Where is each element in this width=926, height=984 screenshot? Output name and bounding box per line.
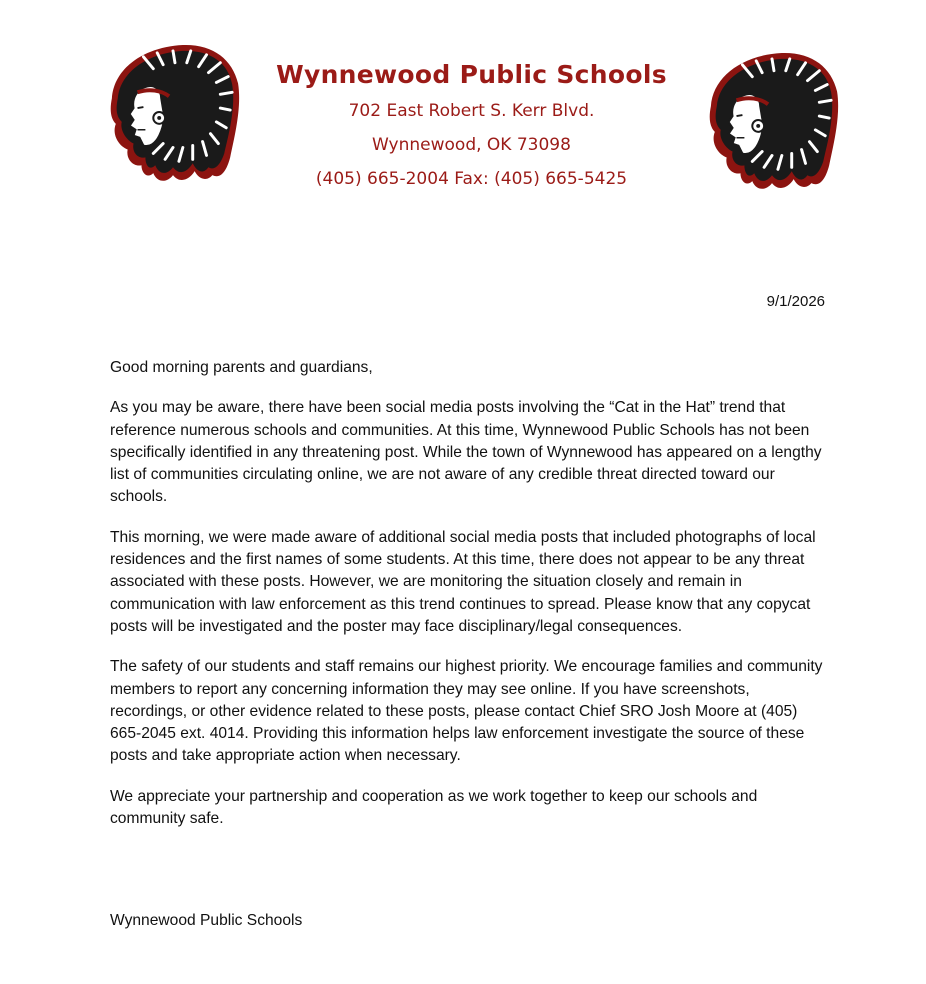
chief-headdress-logo-icon — [703, 46, 841, 196]
chief-headdress-logo-icon — [104, 38, 242, 188]
address-city: Wynnewood, OK 73098 — [372, 135, 571, 155]
letter-paragraph: This morning, we were made aware of additional social media posts that included photographs of local residences and the first names of some students. At this time, there does not appear to be any threat associated with these posts. However, we are monitoring the situation closely and remain in communication with law enforcement as this trend continues to spread. Please know that any copycat posts will be investigated and the poster may face disciplinary/legal consequences. — [110, 528, 816, 635]
letterhead — [240, 56, 703, 196]
letter-date: 9/1/2026 — [766, 293, 825, 310]
letter-paragraph: The safety of our students and staff remains our highest priority. We encourage families and community members to report any concerning information they may see online. If you have screenshots, recordings, or other evidence related to these posts, please contact Chief SRO Josh Moore at (405) 665-2045 ext. 4014. Providing this information helps law enforcement investigate the source of these posts and take appropriate action when necessary. — [110, 658, 823, 765]
phone-fax: (405) 665-2004 Fax: (405) 665-5425 — [315, 169, 628, 189]
letter-paragraph: We appreciate your partnership and cooperation as we work together to keep our schools and community safe. — [110, 787, 758, 828]
letter-signature: Wynnewood Public Schools — [110, 912, 303, 929]
address-street: 702 East Robert S. Kerr Blvd. — [348, 101, 595, 121]
school-name: Wynnewood Public Schools — [276, 60, 667, 89]
letter-body — [110, 357, 830, 848]
letter-paragraph: As you may be aware, there have been social media posts involving the “Cat in the Hat” trend that reference numerous schools and communities. At this time, Wynnewood Public Schools has not been specifically identified in any threatening post. While the town of Wynnewood has appeared on a lengthy list of communities circulating online, we are not aware of any credible threat directed toward our schools. — [110, 399, 822, 506]
letter-greeting: Good morning parents and guardians, — [110, 359, 373, 376]
